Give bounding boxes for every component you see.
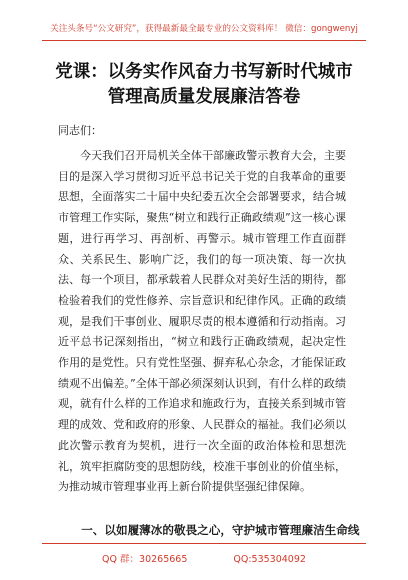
footer-qq: QQ:535304092 xyxy=(233,554,306,565)
footer xyxy=(0,551,408,565)
header-divider xyxy=(42,40,366,41)
salutation: 同志们： xyxy=(58,124,102,137)
document-title: 党课：以务实作风奋力书写新时代城市管理高质量发展廉洁答卷 xyxy=(55,62,353,107)
header-banner: 关注头条号“公文研究”，获得最新最全最专业的公文资料库！ 微信：gongwenyj xyxy=(50,24,358,34)
footer-qq-group: QQ 群：30265665 xyxy=(102,554,188,565)
footer-divider xyxy=(42,543,366,544)
body-paragraph: 今天我们召开局机关全体干部廉政警示教育大会，主要目的是深入学习贯彻习近平总书记关于党的自我革命的重要思想，全面落实二十届中央纪委五次全会部署要求，结合城市管理工作实际，聚焦“树立和践行正确政绩观”这一核心课题，进行再学习、再剖析、再警示。城市管理工作直面群众、关系民生、影响广泛，我们的每一项决策、每一次执法、每一个项目，都承载着人民群众对美好生活的期待，都检验着我们的党性修养、宗旨意识和纪律作风。正确的政绩观，是我们干事创业、履职尽责的根本遵循和行动指南。习近平总书记深刻指出，“树立和践行正确政绩观，起决定性作用的是党性。只有党性坚强、摒弃私心杂念，才能保证政绩观不出偏差。”全体干部必须深刻认识到，有什么样的政绩观，就有什么样的工作追求和施政行为，直接关系到城市管理的成效、党和政府的形象、人民群众的福祉。我们必须以此次警示教育为契机，进行一次全面的政治体检和思想洗礼，筑牢拒腐防变的思想防线，校准干事创业的价值坐标，为推动城市管理事业再上新台阶提供坚强纪律保障。 xyxy=(58,149,346,494)
section-heading: 一、以如履薄冰的敬畏之心，守护城市管理廉洁生命线 xyxy=(81,523,360,537)
